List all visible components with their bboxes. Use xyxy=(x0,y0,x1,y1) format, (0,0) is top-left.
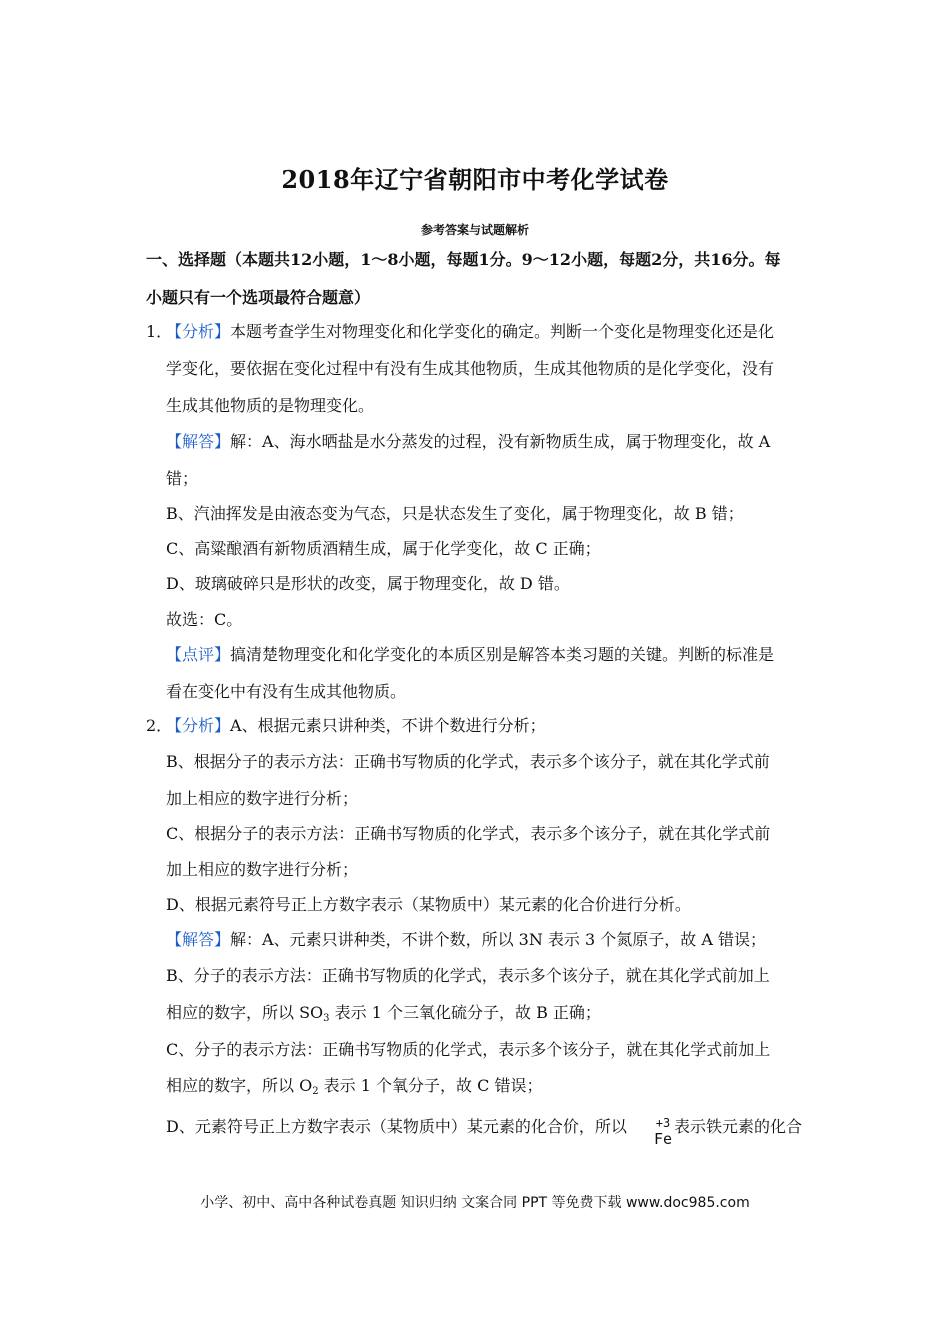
q1-analysis-line-2: 学变化，要依据在变化过程中有没有生成其他物质，生成其他物质的是化学变化，没有 xyxy=(166,359,775,378)
q1-answer-option-b: B、汽油挥发是由液态变为气态，只是状态发生了变化，属于物理变化，故 B 错； xyxy=(166,504,744,523)
comment-tag: 【点评】 xyxy=(166,645,231,664)
section-heading-line-1: 一、选择题（本题共12小题，1～8小题，每题1分。9～12小题，每题2分，共16分。每 xyxy=(146,250,781,269)
q2-answer-line-b2 xyxy=(166,1003,601,1023)
q1-choice: 故选：C。 xyxy=(166,610,243,629)
q2-answer-b2-text-post: 表示 1 个三氧化硫分子，故 B 正确； xyxy=(329,1003,601,1022)
fe-symbol: Fe xyxy=(653,1130,673,1148)
q2-analysis-line-d: D、根据元素符号正上方数字表示（某物质中）某元素的化合价进行分析。 xyxy=(166,895,691,914)
q1-comment-text-1: 搞清楚物理变化和化学变化的本质区别是解答本类习题的关键。判断的标准是 xyxy=(230,645,775,664)
q2-answer-text-a: 解：A、元素只讲种类，不讲个数，所以 3N 表示 3 个氮原子，故 A 错误； xyxy=(230,930,767,949)
q2-analysis-line-c1: C、根据分子的表示方法：正确书写物质的化学式，表示多个该分子，就在其化学式前 xyxy=(166,824,771,843)
q2-answer-c2-text-post: 表示 1 个氧分子，故 C 错误； xyxy=(318,1076,543,1095)
q2-answer-line-d-post: 表示铁元素的化合 xyxy=(674,1117,803,1136)
subscript-2: 2 xyxy=(312,1086,319,1097)
q1-answer-line-2: 错； xyxy=(166,469,199,488)
q1-answer-option-d: D、玻璃破碎只是形状的改变，属于物理变化，故 D 错。 xyxy=(166,574,570,593)
q2-answer-line-c1: C、分子的表示方法：正确书写物质的化学式，表示多个该分子，就在其化学式前加上 xyxy=(166,1040,771,1059)
q1-analysis-line-1 xyxy=(166,322,774,342)
page-footer: 小学、初中、高中各种试卷真题 知识归纳 文案合同 PPT 等免费下载 www.doc985.com xyxy=(200,1195,750,1211)
q1-analysis-line-3: 生成其他物质的是物理变化。 xyxy=(166,396,375,415)
q2-answer-line-d-pre: D、元素符号正上方数字表示（某物质中）某元素的化合价，所以 xyxy=(166,1117,627,1136)
answer-tag: 【解答】 xyxy=(166,930,231,949)
page-subtitle: 参考答案与试题解析 xyxy=(420,223,529,237)
q1-answer-line-1 xyxy=(166,432,770,452)
subscript-3: 3 xyxy=(323,1013,330,1024)
q1-answer-option-c: C、高粱酿酒有新物质酒精生成，属于化学变化，故 C 正确； xyxy=(166,539,601,558)
q2-analysis-line-c2: 加上相应的数字进行分析； xyxy=(166,860,359,879)
q1-comment-line-1 xyxy=(166,645,774,665)
page-title: 2018年辽宁省朝阳市中考化学试卷 xyxy=(281,165,669,194)
q1-comment-line-2: 看在变化中有没有生成其他物质。 xyxy=(166,682,407,701)
question-1-number: 1． xyxy=(146,322,173,341)
q2-answer-b2-text: 相应的数字，所以 SO xyxy=(166,1003,324,1022)
q2-analysis-line-b2: 加上相应的数字进行分析； xyxy=(166,789,359,808)
fe-valence: +3 xyxy=(655,1116,671,1130)
analysis-tag: 【分析】 xyxy=(166,322,231,341)
q2-analysis-line-b1: B、根据分子的表示方法：正确书写物质的化学式，表示多个该分子，就在其化学式前 xyxy=(166,752,770,771)
analysis-tag: 【分析】 xyxy=(166,716,231,735)
q2-answer-c2-text: 相应的数字，所以 O xyxy=(166,1076,313,1095)
q1-analysis-text-1: 本题考查学生对物理变化和化学变化的确定。判断一个变化是物理变化还是化 xyxy=(230,322,775,341)
q2-answer-line-c2 xyxy=(166,1076,542,1096)
answer-tag: 【解答】 xyxy=(166,432,231,451)
q2-answer-line-b1: B、分子的表示方法：正确书写物质的化学式，表示多个该分子，就在其化学式前加上 xyxy=(166,966,770,985)
fe-valence-formula xyxy=(652,1116,674,1152)
section-heading-line-2: 小题只有一个选项最符合题意） xyxy=(146,288,371,307)
q2-analysis-line-a xyxy=(166,716,546,736)
q2-answer-line-a xyxy=(166,930,766,950)
q2-analysis-text-a: A、根据元素只讲种类，不讲个数进行分析； xyxy=(230,716,546,735)
question-2-number: 2． xyxy=(146,716,173,735)
q1-answer-text-1: 解：A、海水晒盐是水分蒸发的过程，没有新物质生成，属于物理变化，故 A xyxy=(230,432,771,451)
